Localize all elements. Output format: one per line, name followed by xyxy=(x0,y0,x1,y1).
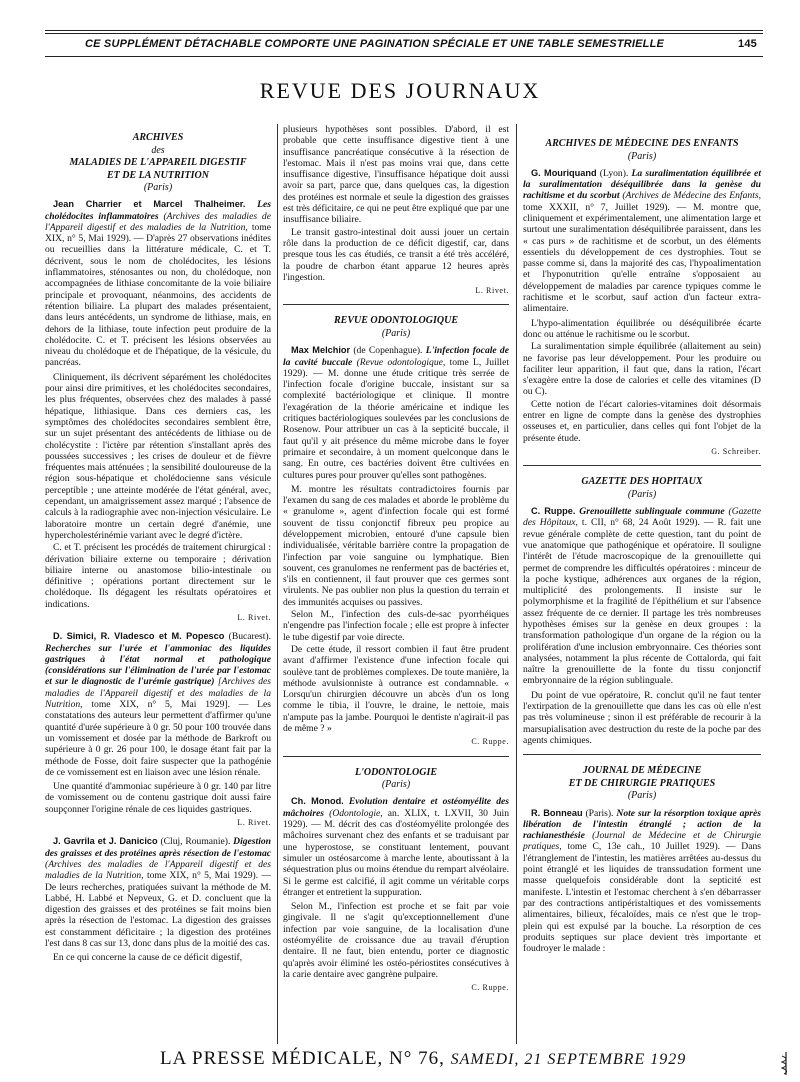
article-authors: D. Simici, R. Vladesco et M. Popesco xyxy=(53,631,225,642)
article-authors: Ch. Monod. xyxy=(291,796,344,807)
article-authors: G. Mouriquand xyxy=(531,167,597,178)
article-body: tome XIX, n° 5, Mai 1929). — De leurs recherches, pratiquées suivant la méthode de M. Labbé, H. Labbé et Nepveux, G. et D. concluent que la digestion des graisses et des protéines se fait moins bien après la résection de l'estomac. La digestion des graisses est constamment déficitaire ; la digestion des protéines l'est dans 8 cas sur 13, donc dans plus de la moitié des cas. xyxy=(45,870,271,949)
section-city: (Paris) xyxy=(381,779,411,791)
article-source: (Archives des maladies de l'Appareil digestif et des maladies de la Nutrition, xyxy=(45,210,271,233)
section-city: (Paris) xyxy=(381,327,411,339)
article xyxy=(523,808,761,955)
section-title: L'ODONTOLOGIE xyxy=(354,766,438,778)
paragraph: De cette étude, il ressort combien il faut être prudent avant d'affirmer l'existence d'une infection focale qui soulève tant de problèmes complexes. De toute manière, la méthode avulsionniste à outrance est condamnable. « Lorsqu'un chirurgien découvre un abcès d'un os long comme le tibia, il l'ouvre, le draine, le nettoie, mais n'ampute pas la jambe. Pourquoi le dentiste n'agirait-il pas de même ? » xyxy=(283,643,509,735)
section-city: (Paris) xyxy=(627,488,657,500)
article-body: tome C, 13e cah., 10 Juillet 1929). — Dans l'étranglement de l'intestin, les matières arrêtées au-dessus du point étranglé et les liquides de transsudation forment une masse quelquefois considérable dont la septicité est manifeste. L'intestin et l'estomac cherchent à s'en débarrasser par des contractions antipéristaltiques et des vomissements alimentaires, bilieux, fécaloïdes, mais ce n'est que le trop-plein qui est expulsé par la bouche. La résorption de ces produits septiques sur place devient très importante et foudroyer le malade : xyxy=(523,841,761,955)
section-separator xyxy=(523,465,761,466)
article-title: Les cholédocites inflammatoires xyxy=(45,199,271,222)
section-title: JOURNAL DE MÉDECINE xyxy=(582,765,702,777)
article xyxy=(45,836,271,949)
paragraph: Selon M., l'infection des culs-de-sac pyorrhéiques n'engendre pas l'infection focale ; elle est propre à infecter le tube digestif par voie directe. xyxy=(283,609,509,643)
article-authors: Max Melchior xyxy=(291,345,351,356)
paragraph: Cliniquement, ils décrivent séparément les cholédocites pour ainsi dire primitives, et les cholédocites secondaires, les plus fréquentes, observées chez des malades à passé hépatique, lithiasique. Dans ces derniers cas, les symptômes des cholédocites secondaires semblent être, sur un sujet présentant des antécédents de lithiase ou de cholécystite : l'ictère par rétention s'installant après des poussées successives ; les crises de douleur et de fièvre fréquentes mais atténuées ; la sensibilité douloureuse de la région sous-hépatique et cholédocienne sans vésicule perceptible ; une atteinte modérée de l'état général, avec, cependant, un amaigrissement assez marqué ; l'absence de calculs à la radiographie avec non-injection vésiculaire. Le laboratoire montre un certain degré d'anémie, une hypercholestérinémie variant avec le degré d'ictère. xyxy=(45,371,271,541)
signature: L. Rivet. xyxy=(237,612,271,622)
top-rule xyxy=(45,30,763,31)
signature: C. Ruppe. xyxy=(471,983,509,993)
section-city: (Paris) xyxy=(627,790,657,802)
caduceus-icon xyxy=(778,1050,794,1076)
section-title: des xyxy=(151,144,165,156)
section-title: ET DE LA NUTRITION xyxy=(107,169,209,181)
signature: G. Schreiber. xyxy=(711,446,761,456)
article-city: (Paris). xyxy=(585,807,614,819)
article-body: tome XIX, n° 5, Mai 1929). — D'après 27 observations inédites ou recueillies dans la littérature médicale, C. et T. décrivent, sous le nom de cholédocites, les lésions inflammatoires, sténosantes ou non, du cholédoque, non accompagnées de lithiase concomitante de la voie biliaire principale et provoquant, néanmoins, des accidents de rétention biliaire. La plupart des malades présentaient, dans leurs antécédents, un syndrome de lithiase, mais, en dehors de la lithiase, toute infection peut produire de la cholédocite. C. et T. précisent les lésions observées au niveau du cholédoque et de l'hépatique, de la vésicule, du pancréas. xyxy=(45,221,271,369)
article-body: an. XLIX, t. LXVII, 30 Juin 1929). — M. décrit des cas d'ostéomyélite prolongée des mâchoires survenant chez des enfants et se traduisant par une hyperostose, se constituant lentement, pouvant simuler un ostéosarcome à marche lente, aboutissant à la séquestration plus ou moins étendue du rempart alvéolaire. Si le germe est calcifié, il agit comme un véritable corps étranger et entretient la suppuration. xyxy=(283,807,510,898)
paragraph: L'hypo-alimentation équilibrée ou déséquilibrée écarte donc ou atténue le rachitisme ou le scorbut. xyxy=(523,317,761,340)
column-divider-2 xyxy=(516,124,517,1044)
paragraph: C. et T. précisent les procédés de traitement chirurgical : dérivation biliaire externe ou temporaire ; dérivation biliaire interne ou anastomose bilio-intestinale ou définitive ; opérations portant directement sur le cholédoque. Ils dégagent les résultats opératoires et indications. xyxy=(45,542,271,610)
article-title: Digestion des graisses et des protéines après résection de l'estomac xyxy=(45,836,271,859)
paragraph: La suralimentation simple équilibrée (allaitement au sein) ne favorise pas leur développement. Pour les produire ou faciliter leur apparition, il faut que, dans la ration, l'écart s'exagère entre la dose de calories et celle des vitamines (D ou C). xyxy=(523,341,761,398)
paragraph: Selon M., l'infection est proche et se fait par voie gingivale. Il ne s'agit qu'exceptionnellement d'une infection par voie sanguine, de la localisation d'une ostéomyélite de croissance due au travail d'éruption dentaire. Il ne faut, bien entendu, porter ce diagnostic qu'après avoir éliminé les ostéo-périostites consécutives à la carie dentaire avec gangrène pulpaire. xyxy=(283,901,509,980)
article-source: (Revue odontologique, xyxy=(356,356,446,368)
article-city: (Cluj, Roumanie). xyxy=(160,836,231,848)
signature: C. Ruppe. xyxy=(471,737,509,747)
article-title: Grenouillette sublinguale commune xyxy=(579,506,725,518)
masthead-title: REVUE DES JOURNAUX xyxy=(259,78,541,103)
paragraph: En ce qui concerne la cause de ce déficit digestif, xyxy=(53,952,243,964)
section-title: ET DE CHIRURGIE PRATIQUES xyxy=(568,777,716,789)
header-underline xyxy=(45,56,763,57)
paragraph: Le transit gastro-intestinal doit aussi jouer un certain rôle dans la production de ce déficit digestif, car, dans presque tous les cas étudiés, ce transit a été très accéléré, la poudre de charbon étant apparue 12 heures après l'ingestion. xyxy=(283,226,509,283)
article xyxy=(523,168,761,315)
article xyxy=(283,796,509,898)
article xyxy=(45,199,271,368)
article-city: (Bucarest). xyxy=(228,631,271,643)
article-body: tome XIX, n° 5, Mai 1929]. — Les constatations des auteurs leur permettent d'affirmer qu'une quantité d'urée supérieure à 0 gr. 50 pour 100 trouvée dans un vomissement et dosée par la méthode de Barkroft ou supérieure à 0 gr. 26 pour 100, le dosage étant fait par la méthode de Fosse, doit faire suspecter que la pathogénie de ce vomissement est en liaison avec une lésion rénale. xyxy=(45,699,271,778)
article-body: tome XXXII, n° 7, Juillet 1929). — M. montre que, cliniquement et expérimentalement, une alimentation large et surtout une suralimentation déséquilibrée paraissent, dans les « cas purs » de rachitisme et de scorbut, un des éléments essentiels du développement de ces dystrophies. Tout se passe comme si, dans la majorité des cas, l'hypoalimentation et l'hyponutrition qu'elle entraîne s'opposaient au développement de maladies par carence typiques comme le rachitisme et le scorbut, sauf action d'un facteur extra-alimentaire. xyxy=(523,201,761,315)
paragraph: M. montre les résultats contradictoires fournis par l'examen du sang de ces malades et aborde le problème du « granulome », agent d'infection focale qui est formé souvent de tissu conjonctif fibreux peu propice au développement microbien, entouré d'une capsule bien individualisée, véritable barrière contre la propagation de l'infection par voie sanguine ou lymphatique. Bien souvent, ces granulomes ne renferment pas de bactéries et, s'ils en contiennent, il faut prouver que ces germes sont virulents. Ne pas oublier non plus la question du terrain et des immunités acquises ou passives. xyxy=(283,483,509,608)
article-authors: J. Gavrila et J. Danicico xyxy=(53,836,158,847)
article xyxy=(45,631,271,778)
page-number: 145 xyxy=(738,38,757,50)
article-title: L'infection focale de la cavité buccale xyxy=(283,345,509,368)
article-title: Note sur la résorption toxique après libération de l'intestin étranglé ; action de la rachianesthésie xyxy=(523,807,762,842)
section-city: (Paris) xyxy=(143,182,173,193)
article xyxy=(523,506,761,687)
article-body: tome L, Juillet 1929). — M. donne une étude critique très serrée de l'infection focale d'origine buccale, insistant sur sa complexité bactériologique et clinique. Il montre l'exagération de la théorie américaine et indique les critiques bactériologiques soulevées par les conclusions de Rosenow. Pour attribuer un cas à la septicité buccale, il faut qu'il y ait présence du même microbe dans le foyer primaire et secondaire, à un moment quelconque dans le sang. En outre, ces bactéries doivent être cultivées en cultures pures pour prouver qu'elles sont pathogènes. xyxy=(283,356,510,481)
column-divider-1 xyxy=(277,124,278,1044)
article-title: La suralimentation équilibrée et la suralimentation déséquilibrée dans la genèse du rachitisme et du scorbut xyxy=(523,167,761,202)
article-source: (Archives des maladies de l'Appareil digestif et des maladies de la Nutrition, xyxy=(45,858,271,882)
section-separator xyxy=(523,754,761,755)
article-authors: Jean Charrier et Marcel Thalheimer. xyxy=(53,199,246,210)
article xyxy=(283,345,509,481)
section-title: ARCHIVES DE MÉDECINE DES ENFANTS xyxy=(545,138,739,149)
footer-title: LA PRESSE MÉDICALE, N° 76, xyxy=(160,1048,445,1069)
article-source: (Gazette des Hôpitaux, xyxy=(523,506,762,529)
footer xyxy=(160,1048,760,1070)
article-authors: C. Ruppe. xyxy=(531,506,576,517)
article-title: Evolution dentaire et ostéomyélite des mâchoires xyxy=(283,796,509,819)
paragraph: Une quantité d'ammoniac supérieure à 0 gr. 140 par litre de vomissement ou de contenu gastrique doit aussi faire soupçonner l'origine rénale de ces liquides gastriques. xyxy=(45,781,271,815)
article-body: t. CII, n° 68, 24 Août 1929). — R. fait une revue générale complète de cette question, tant du point de vue anatomique que pathogénique et opératoire. Il souligne l'intérêt de l'étude macroscopique de la grenouillette qui permet de comprendre les difficultés opératoires : minceur de la poche kystique, adhérences aux organes de la région, multiplicité des prolongements. Il insiste sur le polymorphisme et la fragilité de l'épithélium et sur l'absence assez fréquente de ce dernier. Il partage les très nombreuses hypothèses émises sur la genèse en deux groupes : la transformation pathologique d'un organe de la région ou la prolifération d'une inclusion embryonnaire. Ces théories sont analysées, notamment la plus récente de Cottalorda, qui fait naître la grenouillette de la fonte du tissu conjonctif embryonnaire de la région sublinguale. xyxy=(523,517,761,687)
top-rule-inner xyxy=(45,33,763,34)
column-1 xyxy=(45,124,271,965)
paragraph: plusieurs hypothèses sont possibles. D'abord, il est probable que cette insuffisance digestive tient à une insuffisance pancréatique consécutive à la résection de l'estomac. Mais il n'est pas moins vrai que, dans cette insuffisance digestive, l'insuffisance hépatique doit aussi avoir sa part, parce que, dans quelques cas, la digestion des protéines est normale et seule la digestion des graisses est très déficitaire, ce qui ne peut être expliqué que par une insuffisance biliaire. xyxy=(283,124,509,226)
paragraph: Cette notion de l'écart calories-vitamines doit désormais entrer en ligne de compte dans la genèse des dystrophies osseuses et, en particulier, dans celles qui font l'objet de la présente étude. xyxy=(523,398,761,444)
column-3 xyxy=(523,124,761,957)
section-title: ARCHIVES xyxy=(132,132,184,143)
section-title: MALADIES DE L'APPAREIL DIGESTIF xyxy=(69,157,247,168)
column-2 xyxy=(283,124,509,1001)
article-title: Recherches sur l'urée et l'ammoniac des liquides gastriques à l'état normal et pathologique (considérations sur l'élimination de l'urée par l'estomac et sur le diagnostic de l'urémie gastrique) xyxy=(45,642,271,688)
article-source: (Journal de Médecine et de Chirurgie pratiques, xyxy=(523,830,761,853)
running-header xyxy=(45,38,763,56)
paragraph: Du point de vue opératoire, R. conclut qu'il ne faut tenter l'extirpation de la grenouillette que dans les cas où elle n'est pas très volumineuse ; sinon il est préférable de recourir à la marsupialisation avec destruction du reste de la poche par des agents chimiques. xyxy=(523,689,761,746)
signature: L. Rivet. xyxy=(475,286,509,296)
article-authors: R. Bonneau xyxy=(531,807,583,818)
section-separator xyxy=(283,756,509,757)
article-city: (Lyon). xyxy=(599,167,629,179)
running-title: CE SUPPLÉMENT DÉTACHABLE COMPORTE UNE PAGINATION SPÉCIALE ET UNE TABLE SEMESTRIELLE xyxy=(85,38,665,50)
article-source: (Archives de Médecine des Enfants, xyxy=(622,190,761,202)
article-source: (Odontologie, xyxy=(329,807,383,819)
article-source: [Archives des maladies de l'Appareil digestif et des maladies de la Nutrition, xyxy=(45,676,271,711)
section-city: (Paris) xyxy=(627,150,657,162)
section-title: REVUE ODONTOLOGIQUE xyxy=(334,315,458,327)
article-city: (de Copenhague). xyxy=(353,345,423,357)
section-separator xyxy=(283,304,509,305)
signature: L. Rivet. xyxy=(237,818,271,828)
footer-date: SAMEDI, 21 SEPTEMBRE 1929 xyxy=(450,1051,687,1068)
section-title: GAZETTE DES HOPITAUX xyxy=(581,476,703,488)
